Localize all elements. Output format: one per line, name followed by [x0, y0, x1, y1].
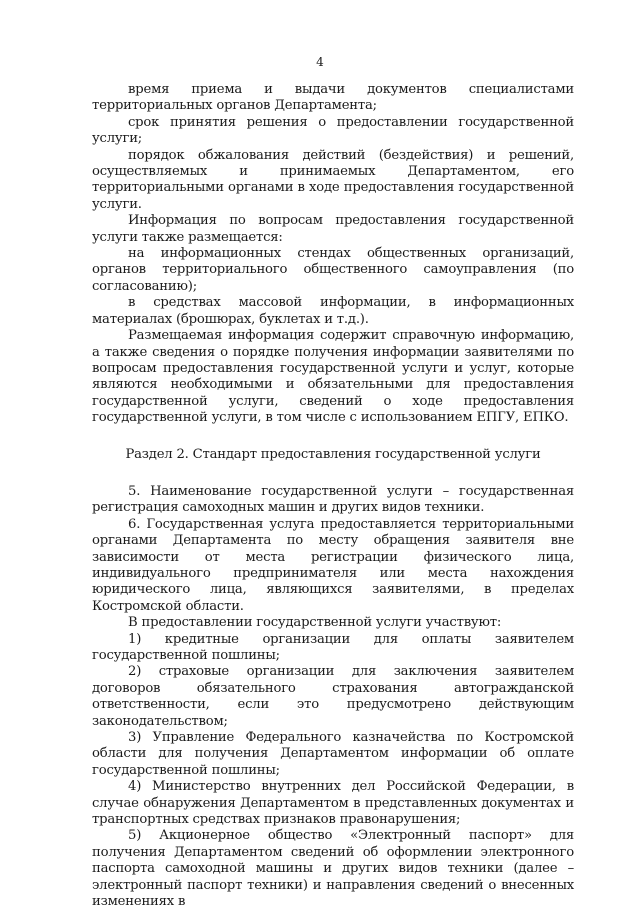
paragraph: срок принятия решения о предоставлении государственной услуги;	[92, 114, 574, 147]
paragraph: время приема и выдачи документов специалистами территориальных органов Департамента;	[92, 82, 574, 114]
document-body	[92, 82, 574, 911]
list-item: 4) Министерство внутренних дел Российской Федерации, в случае обнаружения Департаментом в представленных документах и транспортных средствах признаков правонарушения;	[92, 779, 574, 828]
paragraph: порядок обжалования действий (бездействия) и решений, осуществляемых и принимаемых Департаментом, его территориальными органами в ходе предоставления государственной услуги.	[92, 147, 574, 212]
section-heading: Раздел 2. Стандарт предоставления государственной услуги	[125, 446, 541, 462]
list-item: 5) Акционерное общество «Электронный паспорт» для получения Департаментом сведений об оформлении электронного паспорта самоходной машины и других видов техники (далее – электронный паспорт техники) и направления сведений о внесенных изменениях в	[92, 828, 574, 910]
page-number: 4	[316, 55, 324, 69]
paragraph: 5. Наименование государственной услуги – государственная регистрация самоходных машин и других видов техники.	[92, 483, 574, 516]
paragraph: Размещаемая информация содержит справочную информацию, а также сведения о порядке получения информации заявителями по вопросам предоставления государственной услуги и услуг, которые являются необходимыми и обязательными для предоставления государственной услуги, сведений о ходе предоставления государственной услуги, в том числе с использованием ЕПГУ, ЕПКО.	[92, 328, 574, 426]
paragraph: Информация по вопросам предоставления государственной услуги также размещается:	[92, 213, 574, 245]
list-item: 3) Управление Федерального казначейства по Костромской области для получения Департаментом информации об оплате государственной пошлины;	[92, 730, 574, 778]
list-item: 1) кредитные организации для оплаты заявителем государственной пошлины;	[92, 631, 574, 663]
paragraph: на информационных стендах общественных организаций, органов территориального общественного самоуправления (по согласованию);	[92, 246, 574, 294]
paragraph: В предоставлении государственной услуги участвуют:	[128, 615, 502, 631]
list-item: 2) страховые организации для заключения заявителем договоров обязательного страхования автогражданской ответственности, если это предусмотрено действующим законодательством;	[92, 664, 574, 729]
paragraph: в средствах массовой информации, в информационных материалах (брошюрах, буклетах и т.д.).	[92, 295, 574, 327]
paragraph: 6. Государственная услуга предоставляется территориальными органами Департамента по месту обращения заявителя вне зависимости от места регистрации физического лица, индивидуального предпринимателя или места нахождения юридического лица, являющихся заявителями, в пределах Костромской области.	[92, 516, 574, 614]
